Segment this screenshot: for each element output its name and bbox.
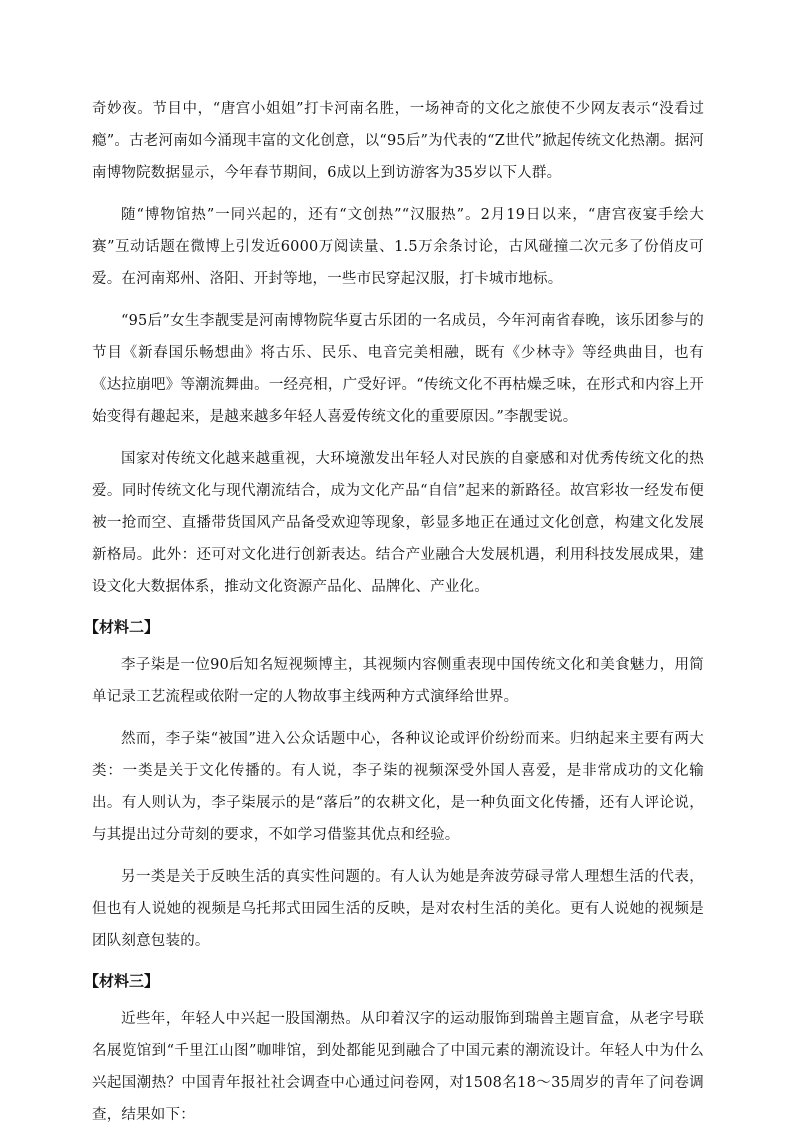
document-body xyxy=(84,93,704,1141)
paragraph-continuation: 奇妙夜。节目中，“唐宫小姐姐”打卡河南名胜，一场神奇的文化之旅使不少网友表示“没看过瘾”。古老河南如今涌现丰富的文化创意，以“95后”为代表的“Z世代”掀起传统文化热潮。据河南博物院数据显示，今年春节期间，6成以上到访游客为35岁以下人群。 xyxy=(92,101,704,181)
section-heading-material-3: 【材料三】 xyxy=(84,972,160,990)
paragraph-authenticity: 另一类是关于反映生活的真实性问题的。有人认为她是奔波劳碌寻常人理想生活的代表，但也有人说她的视频是乌托邦式田园生活的反映，是对农村生活的美化。更有人说她的视频是团队刻意包装的。 xyxy=(92,869,704,949)
paragraph-li-ziqi-debate: 然而，李子柒“被国”进入公众话题中心，各种议论或评价纷纷而来。归纳起来主要有两大类：一类是关于文化传播的。有人说，李子柒的视频深受外国人喜爱，是非常成功的文化输出。有人则认为，李子柒展示的是“落后”的农耕文化，是一种负面文化传播，还有人评论说，与其提出过分苛刻的要求，不如学习借鉴其优点和经验。 xyxy=(92,731,704,843)
section-heading-material-2: 【材料二】 xyxy=(84,618,160,636)
paragraph-national-policy: 国家对传统文化越来越重视，大环境激发出年轻人对民族的自豪感和对优秀传统文化的热爱。同时传统文化与现代潮流结合，成为文化产品“自信”起来的新路径。故宫彩妆一经发布便被一抢而空、直播带货国风产品备受欢迎等现象，彰显多地正在通过文化创意，构建文化发展新格局。此外：还可对文化进行创新表达。结合产业融合大发展机遇，利用科技发展成果，建设文化大数据体系，推动文化资源产品化、品牌化、产业化。 xyxy=(92,451,704,595)
paragraph-li-ziqi-intro: 李子柒是一位90后知名短视频博主，其视频内容侧重表现中国传统文化和美食魅力，用简单记录工艺流程或依附一定的人物故事主线两种方式演绎给世界。 xyxy=(92,657,704,705)
paragraph-li-jingwen: “95后”女生李靓雯是河南博物院华夏古乐团的一名成员，今年河南省春晚，该乐团参与的节目《新春国乐畅想曲》将古乐、民乐、电音完美相融，既有《少林寺》等经典曲目，也有《达拉崩吧》等潮流舞曲。一经亮相，广受好评。“传统文化不再枯燥乏味，在形式和内容上开始变得有趣起来，是越来越多年轻人喜爱传统文化的重要原因。”李靓雯说。 xyxy=(92,313,704,425)
paragraph-culture-craze: 随“博物馆热”一同兴起的，还有“文创热”“汉服热”。2月19日以来，“唐宫夜宴手绘大赛”互动话题在微博上引发近6000万阅读量、1.5万余条讨论，古风碰撞二次元多了份俏皮可爱。在河南郑州、洛阳、开封等地，一些市民穿起汉服，打卡城市地标。 xyxy=(92,207,704,287)
paragraph-guochao-survey: 近些年，年轻人中兴起一股国潮热。从印着汉字的运动服饰到瑞兽主题盲盒，从老字号联名展览馆到“千里江山图”咖啡馆，到处都能见到融合了中国元素的潮流设计。年轻人中为什么兴起国潮热？中国青年报社社会调查中心通过问卷网，对1508名18～35周岁的青年了问卷调查，结果如下： xyxy=(92,1011,704,1123)
